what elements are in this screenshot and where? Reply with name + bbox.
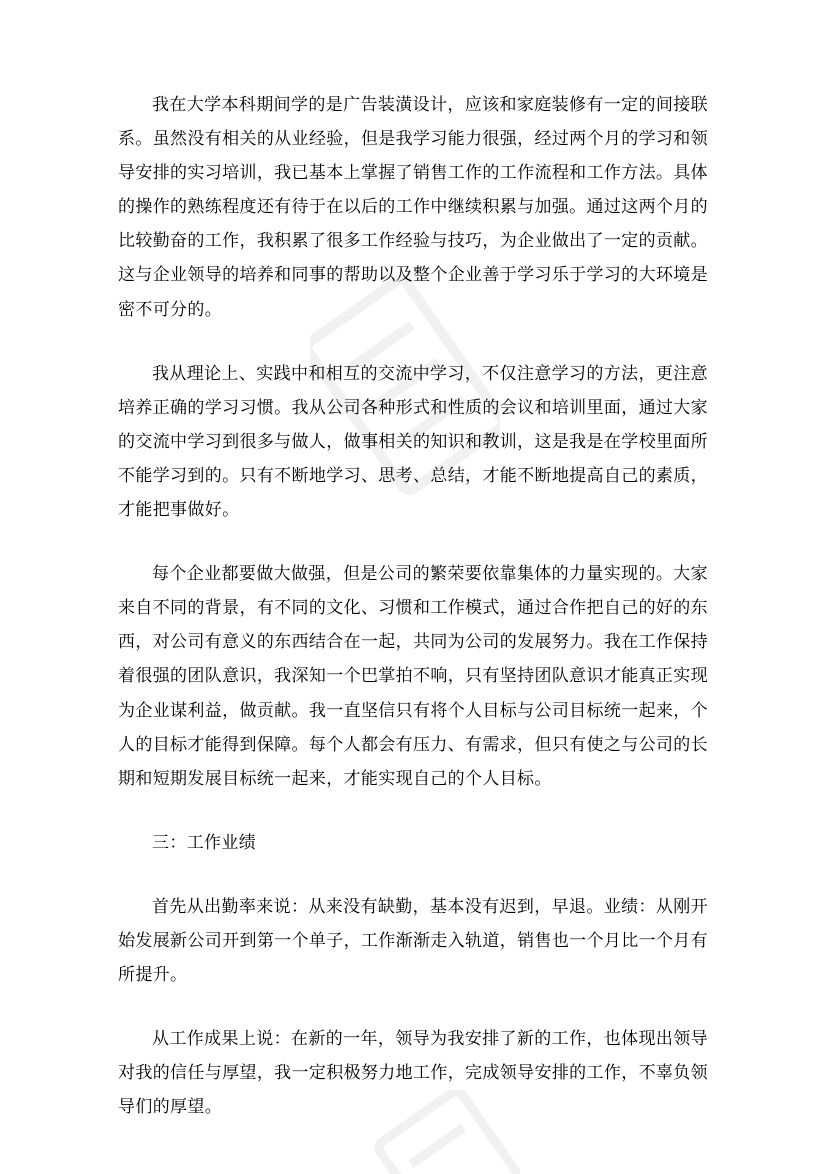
paragraph-4: 首先从出勤率来说：从来没有缺勤，基本没有迟到，早退。业绩：从刚开始发展新公司开到第一个单子，工作渐渐走入轨道，销售也一个月比一个月有所提升。 [118, 896, 708, 986]
section-heading: 三：工作业绩 [152, 832, 257, 853]
paragraph-5: 从工作成果上说：在新的一年，领导为我安排了新的工作，也体现出领导对我的信任与厚望，我一定积极努力地工作，完成领导安排的工作，不辜负领导们的厚望。 [118, 1029, 708, 1118]
paragraph-1: 我在大学本科期间学的是广告装潢设计，应该和家庭装修有一定的间接联系。虽然没有相关的从业经验，但是我学习能力很强，经过两个月的学习和领导安排的实习培训，我已基本上掌握了销售工作的工作流程和工作方法。具体的操作的熟练程度还有待于在以后的工作中继续积累与加强。通过这两个月的比较勤奋的工作，我积累了很多工作经验与技巧，为企业做出了一定的贡献。这与企业领导的培养和同事的帮助以及整个企业善于学习乐于学习的大环境是密不可分的。 [118, 95, 708, 320]
paragraph-2: 我从理论上、实践中和相互的交流中学习，不仅注意学习的方法，更注意培养正确的学习习惯。我从公司各种形式和性质的会议和培训里面，通过大家的交流中学习到很多与做人，做事相关的知识和教训，这是我是在学校里面所不能学习到的。只有不断地学习、思考、总结，才能不断地提高自己的素质，才能把事做好。 [118, 363, 708, 521]
document-body [118, 88, 708, 1124]
paragraph-3: 每个企业都要做大做强，但是公司的繁荣要依靠集体的力量实现的。大家来自不同的背景，有不同的文化、习惯和工作模式，通过合作把自己的好的东西，对公司有意义的东西结合在一起，共同为公司的发展努力。我在工作保持着很强的团队意识，我深知一个巴掌拍不响，只有坚持团队意识才能真正实现为企业谋利益，做贡献。我一直坚信只有将个人目标与公司目标统一起来，个人的目标才能得到保障。每个人都会有压力、有需求，但只有使之与公司的长期和短期发展目标统一起来，才能实现自己的个人目标。 [118, 564, 708, 789]
